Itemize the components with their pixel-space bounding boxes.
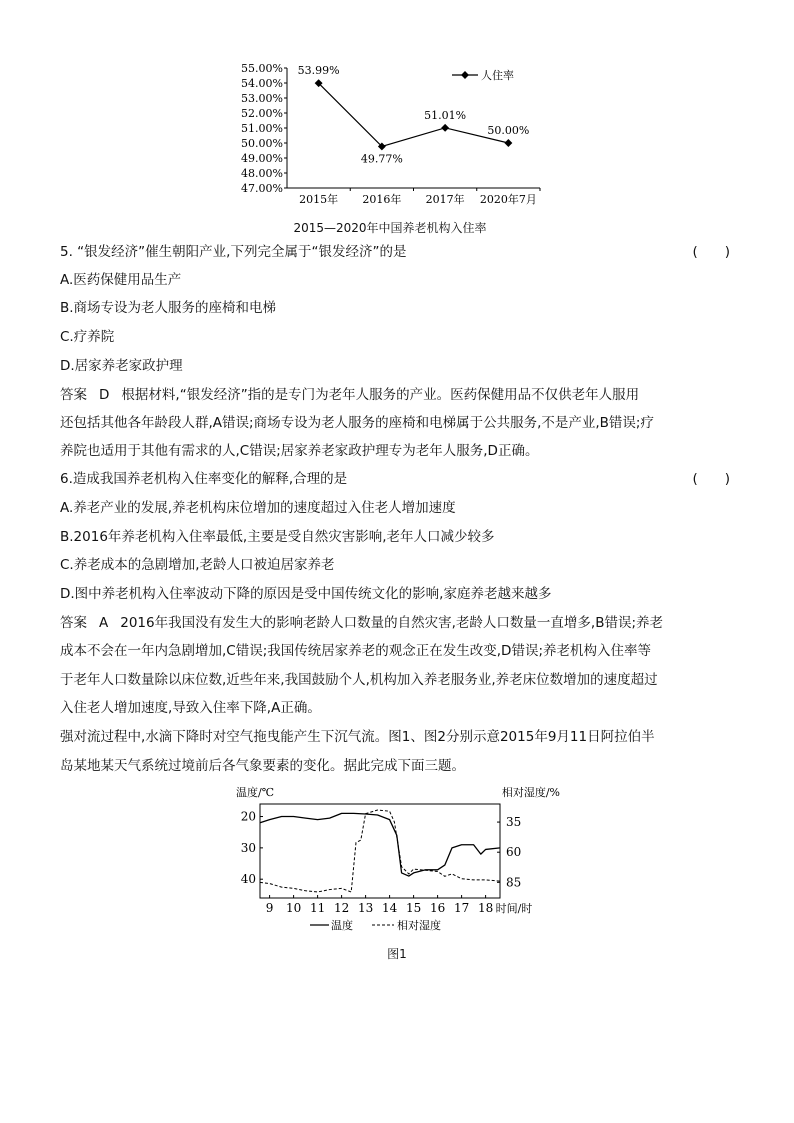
answer-label: 答案	[60, 615, 87, 631]
figure-caption: 图1	[387, 947, 407, 961]
x-tick-label: 2016年	[362, 193, 402, 206]
right-tick-label: 85	[506, 875, 522, 890]
intro-line: 强对流过程中,水滴下降时对空气拖曳能产生下沉气流。图1、图2分别示意2015年9月11日阿拉伯半	[60, 729, 655, 745]
plot-frame	[260, 804, 500, 898]
answer-blank: ( )	[692, 244, 730, 260]
y-tick-label: 54.00%	[241, 77, 283, 90]
y-tick-label: 49.00%	[241, 152, 283, 165]
right-axis-title: 相对湿度/%	[501, 786, 560, 799]
y-tick-label: 47.00%	[241, 182, 283, 195]
y-tick-label: 55.00%	[241, 62, 283, 75]
explanation-text: 2016年我国没有发生大的影响老龄人口数量的自然灾害,老龄人口数量一直增多,B错误;养老	[120, 615, 663, 631]
chart-axes	[260, 804, 500, 898]
left-axis-title: 温度/℃	[236, 786, 275, 799]
question-text: 6.造成我国养老机构入住率变化的解释,合理的是	[60, 471, 348, 487]
x-tick-label: 17	[453, 901, 470, 915]
explanation-line: 还包括其他各年龄段人群,A错误;商场专设为老人服务的座椅和电梯属于公共服务,不是产业,B错误;疗	[60, 415, 654, 431]
option-b: B.商场专设为老人服务的座椅和电梯	[60, 300, 277, 316]
humidity-line	[260, 810, 500, 892]
y-tick-label: 50.00%	[241, 137, 283, 150]
legend-label: 人住率	[481, 69, 514, 82]
y-tick-label: 52.00%	[241, 107, 283, 120]
answer-blank: ( )	[692, 471, 730, 487]
intro-line: 岛某地某天气系统过境前后各气象要素的变化。据此完成下面三题。	[60, 758, 465, 774]
data-label: 51.01%	[424, 108, 467, 122]
data-label: 49.77%	[360, 152, 403, 166]
question-5-stem	[60, 242, 740, 262]
answer-label: 答案	[60, 387, 87, 403]
option-b: B.2016年养老机构入住率最低,主要是受自然灾害影响,老年人口减少较多	[60, 529, 495, 545]
explanation-line: 养院也适用于其他有需求的人,C错误;居家养老家政护理专为老年人服务,D正确。	[60, 443, 539, 459]
option-a: A.养老产业的发展,养老机构床位增加的速度超过入住老人增加速度	[60, 500, 456, 516]
y-tick-label: 48.00%	[241, 167, 283, 180]
chart-caption: 2015—2020年中国养老机构入住率	[293, 221, 487, 235]
y-tick-label: 51.00%	[241, 122, 283, 135]
occupancy-rate-chart	[230, 58, 550, 218]
explanation-line: 于老年人口数量除以床位数,近些年来,我国鼓励个人,机构加入养老服务业,养老床位数增加的速度超过	[60, 672, 658, 688]
option-c: C.疗养院	[60, 329, 115, 345]
x-axis-labels	[299, 188, 540, 206]
x-axis-title: 时间/时	[495, 902, 533, 915]
x-tick-label: 2017年	[425, 193, 465, 206]
answer-line	[60, 385, 740, 405]
x-tick-label: 13	[357, 901, 374, 915]
data-point	[504, 139, 512, 147]
x-tick-label: 9	[265, 901, 274, 915]
x-tick-label: 12	[333, 901, 350, 915]
x-tick-label: 2020年7月	[479, 193, 537, 206]
question-text: 5. “银发经济”催生朝阳产业,下列完全属于“银发经济”的是	[60, 244, 407, 260]
right-tick-label: 35	[506, 815, 522, 830]
legend-temp-label: 温度	[331, 919, 353, 932]
legend-marker	[461, 71, 469, 79]
answer-line	[60, 613, 740, 633]
chart-legend	[310, 918, 441, 932]
answer-letter: D	[99, 387, 110, 403]
temperature-line	[260, 813, 500, 876]
x-tick-label: 15	[405, 901, 422, 915]
x-tick-label: 10	[285, 901, 302, 915]
legend-humidity-label: 相对湿度	[397, 919, 441, 932]
question-6-stem	[60, 469, 740, 489]
explanation-text: 根据材料,“银发经济”指的是专门为老年人服务的产业。医药保健用品不仅供老年人服用	[121, 387, 640, 403]
option-a: A.医药保健用品生产	[60, 272, 182, 288]
left-tick-label: 20	[240, 809, 256, 824]
right-tick-label: 60	[506, 845, 522, 860]
x-tick-label: 14	[381, 901, 398, 915]
explanation-line: 成本不会在一年内急剧增加,C错误;我国传统居家养老的观念正在发生改变,D错误;养老机构入住率等	[60, 643, 651, 659]
x-tick-label: 2015年	[299, 193, 339, 206]
option-c: C.养老成本的急剧增加,老龄人口被迫居家养老	[60, 557, 335, 573]
x-tick-label: 16	[429, 901, 446, 915]
series-line	[319, 83, 509, 146]
chart-legend	[452, 68, 514, 82]
option-d: D.居家养老家政护理	[60, 358, 183, 374]
left-tick-label: 30	[240, 840, 256, 855]
y-axis-ticks	[241, 62, 287, 195]
left-tick-label: 40	[240, 872, 256, 887]
data-label: 50.00%	[487, 124, 530, 137]
weather-series	[260, 810, 500, 892]
data-point	[441, 124, 449, 132]
y-tick-label: 53.00%	[241, 92, 283, 105]
explanation-line: 入住老人增加速度,导致入住率下降,A正确。	[60, 700, 321, 716]
data-label: 53.99%	[297, 64, 340, 78]
x-tick-label: 18	[477, 901, 494, 915]
option-d: D.图中养老机构入住率波动下降的原因是受中国传统文化的影响,家庭养老越来越多	[60, 586, 552, 602]
x-tick-label: 11	[309, 901, 326, 915]
weather-chart-fig1	[232, 780, 562, 940]
answer-letter: A	[99, 615, 109, 631]
